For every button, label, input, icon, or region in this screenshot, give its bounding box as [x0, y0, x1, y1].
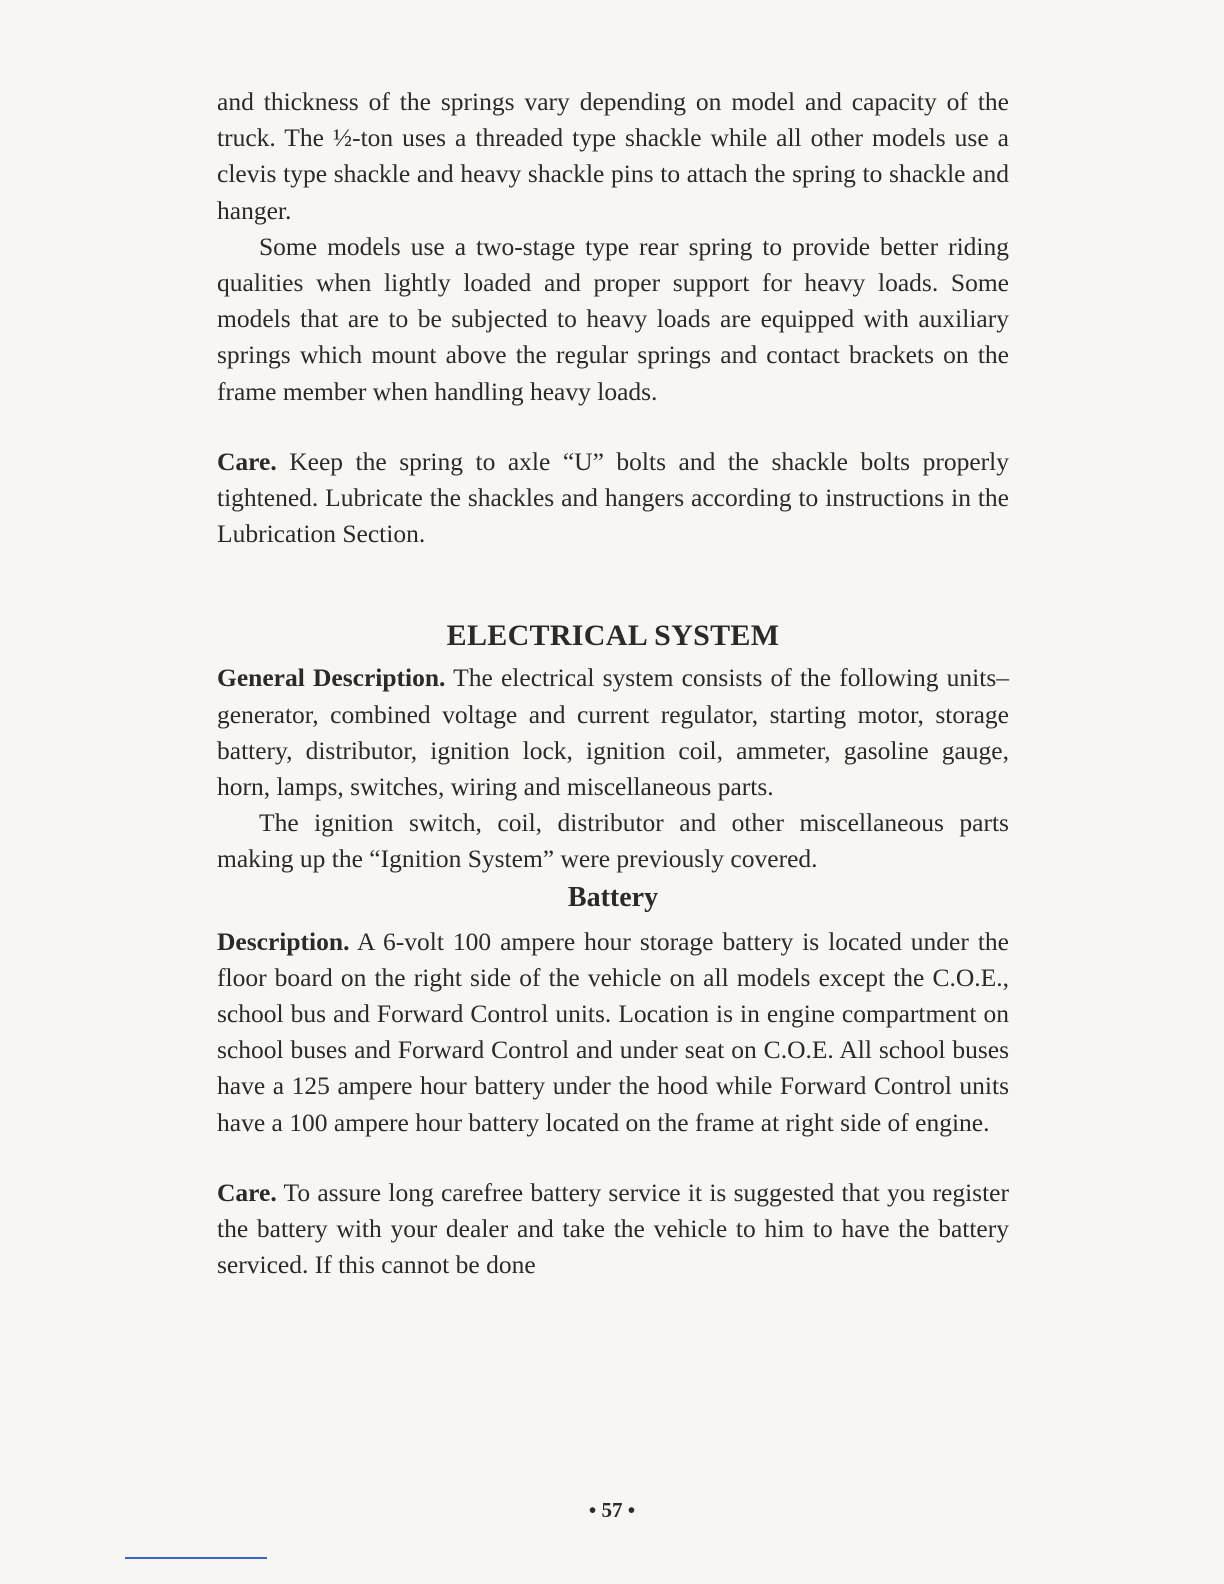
spacer: [217, 552, 1009, 612]
spacer: [217, 410, 1009, 444]
page-number: • 57 •: [588, 1498, 636, 1522]
ignition-system-paragraph: The ignition switch, coil, distributor and other miscellaneous parts making up the “Ignition System” were previously covered.: [217, 808, 1009, 874]
springs-paragraph: and thickness of the springs vary depending on model and capacity of the truck. The ½-ton uses a threaded type shackle while all other models use a clevis type shackle and heavy shackle pins to attach the spring to shackle and hanger.: [217, 87, 1009, 225]
spring-care-paragraph: [217, 444, 1009, 553]
footer-rule: [125, 1557, 267, 1559]
run-in-heading: Description.: [217, 926, 350, 956]
paragraph-text: The electrical system consists of the following units–generator, combined voltage and current regulator, starting motor, storage battery, distributor, ignition lock, ignition coil, ammeter, gasoline gauge, horn, lamps, switches, wiring and miscellaneous parts.: [217, 663, 1009, 802]
battery-care-paragraph: [217, 1175, 1009, 1284]
page-body: [217, 84, 1009, 1283]
run-in-heading: Care.: [217, 1177, 277, 1207]
battery-description-paragraph: [217, 924, 1009, 1141]
general-description-paragraph: [217, 660, 1009, 805]
paragraph-text: A 6-volt 100 ampere hour storage battery is located under the floor board on the right side of the vehicle on all models except the C.O.E., school bus and Forward Control units. Location is in engine compartment on school buses and Forward Control and under seat on C.O.E. All school buses have a 125 ampere hour battery under the hood while Forward Control units have a 100 ampere hour battery located on the frame at right side of engine.: [217, 926, 1009, 1137]
section-title: ELECTRICAL SYSTEM: [446, 619, 780, 653]
run-in-heading: General Description.: [217, 663, 446, 693]
paragraph-text: To assure long carefree battery service it is suggested that you register the battery with your dealer and take the vehicle to him to have the battery serviced. If this cannot be done: [217, 1177, 1009, 1280]
run-in-heading: Care.: [217, 446, 277, 476]
subsection-title: Battery: [567, 881, 659, 913]
two-stage-spring-paragraph: Some models use a two-stage type rear spring to provide better riding qualities when lightly loaded and proper support for heavy loads. Some models that are to be subjected to heavy loads are equipped with auxiliary springs which mount above the regular springs and contact brackets on the frame member when handling heavy loads.: [217, 231, 1009, 406]
paragraph-text: Keep the spring to axle “U” bolts and the shackle bolts properly tightened. Lubricate the shackles and hangers according to instructions in the Lubrication Section.: [217, 446, 1009, 549]
spacer: [217, 1141, 1009, 1175]
